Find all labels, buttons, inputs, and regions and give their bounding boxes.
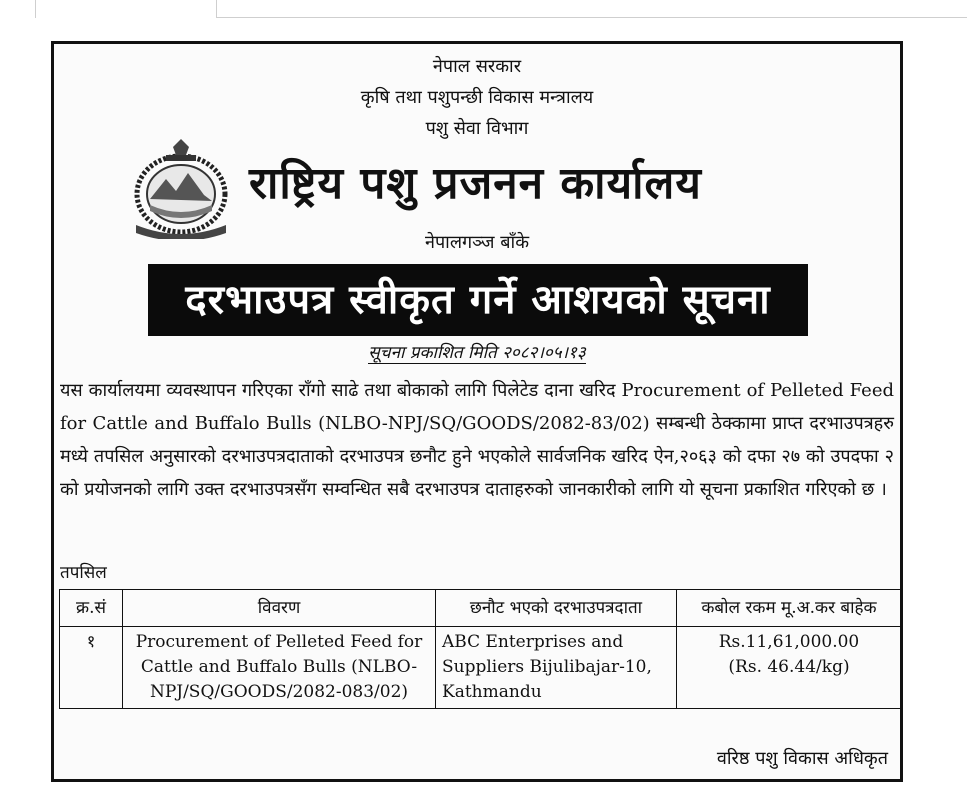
col-header-amount: कबोल रकम मू.अ.कर बाहेक: [677, 590, 902, 627]
ministry-name: कृषि तथा पशुपन्छी विकास मन्त्रालय: [360, 87, 594, 108]
col-header-sn: क्र.सं: [60, 590, 123, 627]
notice-paragraph: यस कार्यालयमा व्यवस्थापन गरिएका राँगो साढे तथा बोकाको लागि पिलेटेड दाना खरिद Procurement of Pelleted Feed for Cattle and Buffalo Bulls (NLBO-NPJ/SQ/GOODS/2082-83/02) सम्बन्धी ठेक्कामा प्राप्त दरभाउपत्रहरु मध्ये तपसिल अनुसारको दरभाउपत्रदाताको दरभाउपत्र छनौट हुने भएकोले सार्वजनिक खरिद ऐन,२०६३ को दफा २७ को उपदफा २ को प्रयोजनको लागि उक्त दरभाउपत्रसँग सम्वन्धित सबै दरभाउपत्र दाताहरुको जानकारीको लागि यो सूचना प्रकाशित गरिएको छ ।: [60, 380, 894, 500]
divider: [216, 17, 967, 18]
table-header-row: [60, 590, 902, 627]
government-name: नेपाल सरकार: [432, 56, 522, 77]
amount-rate: (Rs. 46.44/kg): [728, 657, 850, 677]
cell-amount: [677, 627, 902, 709]
award-table: [59, 589, 902, 709]
cell-sn: १: [60, 627, 123, 709]
notice-document: [51, 41, 903, 782]
signatory-title: वरिष्ठ पशु विकास अधिकृत: [716, 748, 888, 769]
cell-description: Procurement of Pelleted Feed for Cattle and Buffalo Bulls (NLBO-NPJ/SQ/GOODS/2082-083/02): [123, 627, 436, 709]
schedule-label: तपसिल: [60, 563, 107, 583]
publish-date: [54, 342, 900, 364]
table-row: [60, 627, 902, 709]
col-header-bidder: छनौट भएको दरभाउपत्रदाता: [436, 590, 677, 627]
notice-title: दरभाउपत्र स्वीकृत गर्ने आशयको सूचना: [148, 264, 808, 336]
cell-bidder: ABC Enterprises and Suppliers Bijulibajar-10, Kathmandu: [436, 627, 677, 709]
divider: [216, 0, 217, 18]
top-strip: [0, 0, 967, 22]
office-name: राष्ट्रिय पशु प्रजनन कार्यालय: [249, 158, 702, 209]
col-header-description: विवरण: [123, 590, 436, 627]
notice-body: [60, 374, 894, 506]
amount-value: Rs.11,61,000.00: [718, 632, 860, 652]
divider: [35, 0, 36, 18]
nepal-emblem-icon: [126, 139, 236, 239]
office-location: नेपालगञ्ज बाँके: [424, 232, 530, 253]
department-name: पशु सेवा विभाग: [425, 118, 529, 139]
publish-date-text: सूचना प्रकाशित मिति २०८२।०५।१३: [368, 343, 586, 363]
